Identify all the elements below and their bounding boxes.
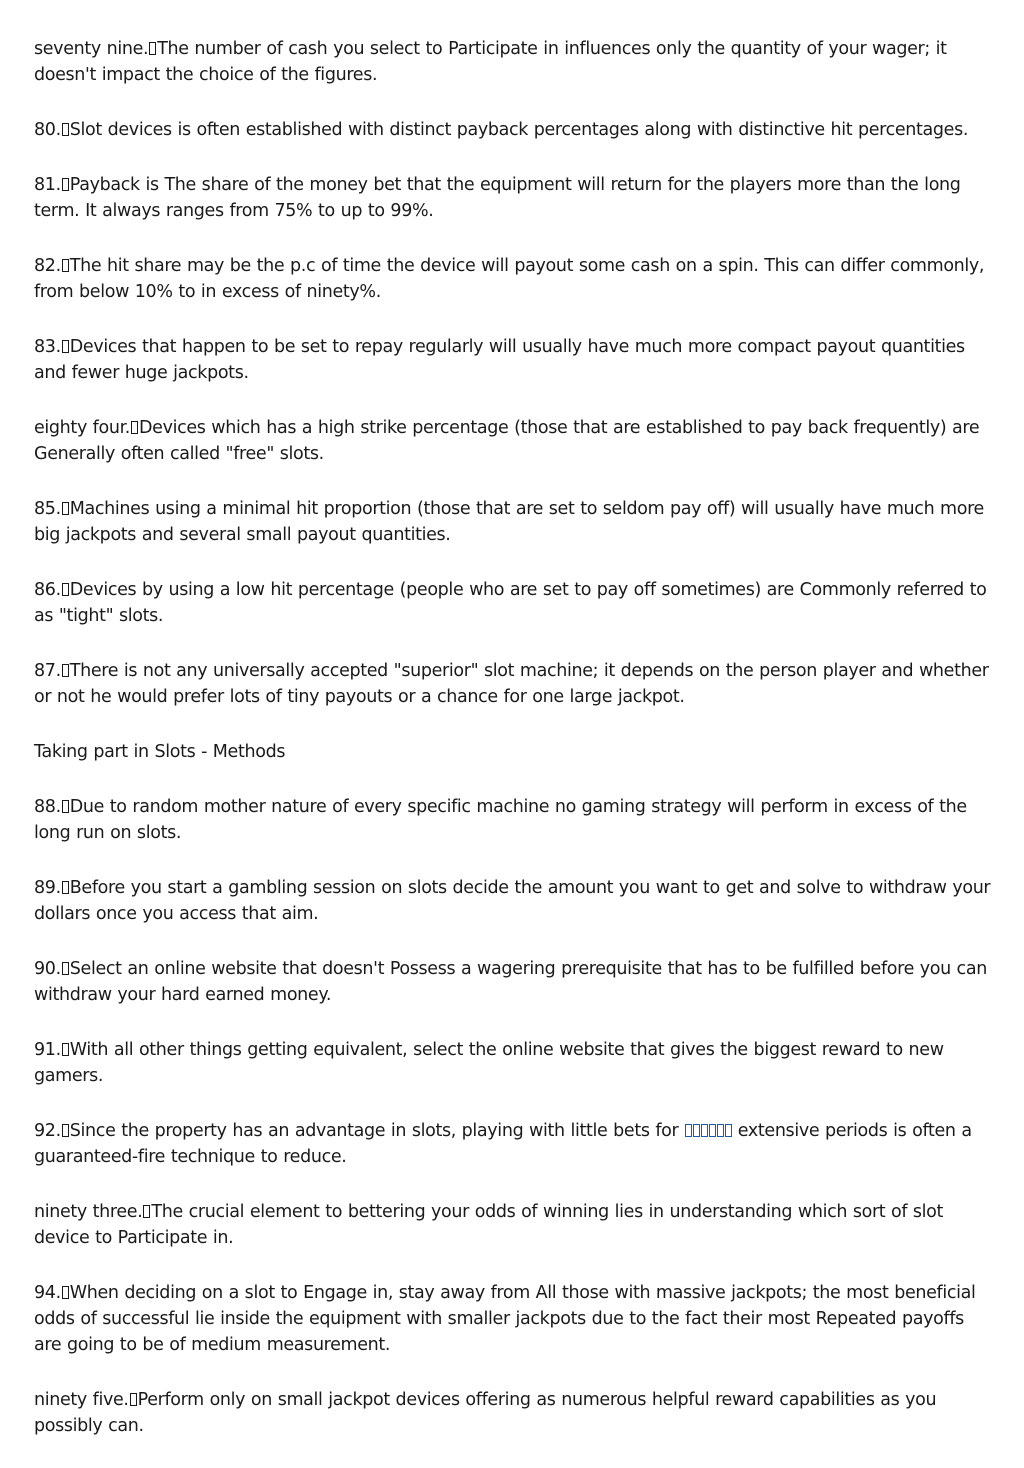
paragraph-83: 83. Devices that happen to be set to repay regularly will usually have much more compact payout quantities and fewer huge jackpots. [34, 337, 965, 383]
paragraph-82: 82. The hit share may be the p.c of time the device will payout some cash on a spin. This can differ commonly, from below 10% to in excess of ninety%. [34, 256, 985, 302]
paragraph-88: 88. Due to random mother nature of every specific machine no gaming strategy will perform in excess of the long run on slots. [34, 797, 967, 843]
missing-glyph-icon [62, 123, 69, 136]
paragraph-79: seventy nine. The number of cash you select to Participate in influences only the quantity of your wager; it doesn't impact the choice of the figures. [34, 39, 947, 85]
missing-glyph-icon [701, 1124, 708, 1137]
missing-glyph-icon [143, 1205, 150, 1218]
paragraph-90: 90. Select an online website that doesn't Possess a wagering prerequisite that has to be fulfilled before you can withdraw your hard earned money. [34, 959, 987, 1005]
missing-glyph-icon [62, 583, 69, 596]
paragraph-89: 89. Before you start a gambling session on slots decide the amount you want to get and solve to withdraw your dollars once you access that aim. [34, 878, 991, 924]
missing-glyph-icon [725, 1124, 732, 1137]
paragraph-86: 86. Devices by using a low hit percentage (people who are set to pay off sometimes) are Commonly referred to as "tight" slots. [34, 580, 987, 626]
missing-glyph-icon [62, 178, 69, 191]
missing-glyph-icon [62, 340, 69, 353]
missing-glyph-icon [131, 421, 138, 434]
missing-glyph-icon [130, 1393, 137, 1406]
missing-glyph-icon [709, 1124, 716, 1137]
missing-glyph-icon [62, 1043, 69, 1056]
missing-glyph-icon [62, 259, 69, 272]
paragraph-85: 85. Machines using a minimal hit proportion (those that are set to seldom pay off) will usually have much more big jackpots and several small payout quantities. [34, 499, 984, 545]
section-heading: Taking part in Slots - Methods [34, 742, 286, 762]
paragraph-80: 80. Slot devices is often established with distinct payback percentages along with distinctive hit percentages. [34, 120, 969, 140]
paragraph-93: ninety three. The crucial element to bettering your odds of winning lies in understanding which sort of slot device to Participate in. [34, 1202, 944, 1248]
paragraph-92: 92. Since the property has an advantage in slots, playing with little bets for extensive periods is often a guaranteed-fire technique to reduce. [34, 1121, 972, 1167]
missing-glyph-icon [62, 881, 69, 894]
inline-link[interactable] [684, 1121, 732, 1141]
missing-glyph-icon [693, 1124, 700, 1137]
paragraph-84: eighty four. Devices which has a high strike percentage (those that are established to pay back frequently) are Generally often called "free" slots. [34, 418, 980, 464]
paragraph-91: 91. With all other things getting equivalent, select the online website that gives the biggest reward to new gamers. [34, 1040, 944, 1086]
missing-glyph-icon [149, 42, 156, 55]
missing-glyph-icon [62, 502, 69, 515]
document-body [34, 36, 994, 1468]
missing-glyph-icon [62, 962, 69, 975]
missing-glyph-icon [717, 1124, 724, 1137]
missing-glyph-icon [62, 1286, 69, 1299]
paragraph-95: ninety five. Perform only on small jackpot devices offering as numerous helpful reward capabilities as you possibly can. [34, 1390, 937, 1436]
paragraph-87: 87. There is not any universally accepted "superior" slot machine; it depends on the person player and whether or not he would prefer lots of tiny payouts or a chance for one large jackpot. [34, 661, 989, 707]
missing-glyph-icon [62, 800, 69, 813]
missing-glyph-icon [685, 1124, 692, 1137]
missing-glyph-icon [62, 664, 69, 677]
paragraph-81: 81. Payback is The share of the money bet that the equipment will return for the players more than the long term. It always ranges from 75% to up to 99%. [34, 175, 961, 221]
missing-glyph-icon [62, 1124, 69, 1137]
paragraph-94: 94. When deciding on a slot to Engage in, stay away from All those with massive jackpots; the most beneficial odds of successful lie inside the equipment with smaller jackpots due to the fact their most Repeated payoffs are going to be of medium measurement. [34, 1283, 976, 1355]
